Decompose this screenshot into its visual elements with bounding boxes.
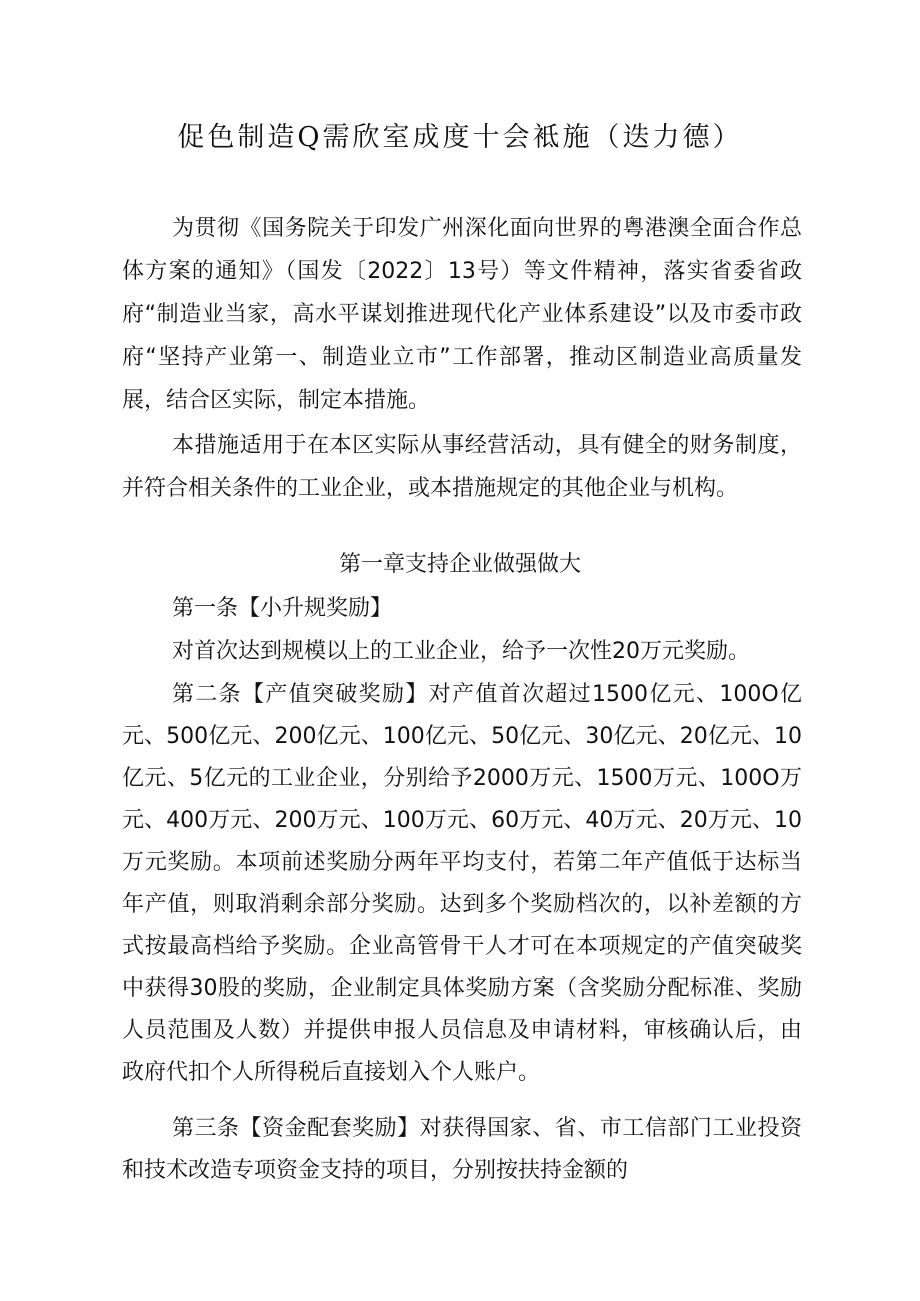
chapter-heading: 第一章支持企业做强做大 (338, 552, 581, 577)
scope-paragraph: 本措施适用于在本区实际从事经营活动，具有健全的财务制度，并符合相关条件的工业企业，或本措施规定的其他企业与机构。 (122, 433, 802, 501)
article2-paragraph: 第二条【产值突破奖励】对产值首次超过1500亿元、100O亿元、500亿元、200亿元、100亿元、50亿元、30亿元、20亿元、10亿元、5亿元的工业企业，分别给予2000万元、1500万元、100O万元、400万元、200万元、100万元、60万元、40万元、20万元、10万元奖励。本项前述奖励分两年平均支付，若第二年产值低于达标当年产值，则取消剩余部分奖励。达到多个奖励档次的，以补差额的方式按最高档给予奖励。企业高管骨干人才可在本项规定的产值突破奖中获得30股的奖励，企业制定具体奖励方案（含奖励分配标准、奖励人员范围及人数）并提供申报人员信息及申请材料，审核确认后，由政府代扣个人所得税后直接划入个人账户。 (122, 682, 802, 1085)
article1-body: 对首次达到规模以上的工业企业，给予一次性20万元奖励。 (172, 639, 750, 664)
intro-paragraph: 为贯彻《国务院关于印发广州深化面向世界的粤港澳全面合作总体方案的通知》（国发〔2022〕13号）等文件精神，落实省委省政府“制造业当家，高水平谋划推进现代化产业体系建设”以及市委市政府“坚持产业第一、制造业立市”工作部署，推动区制造业高质量发展，结合区实际，制定本措施。 (122, 216, 802, 413)
article3-paragraph: 第三条【资金配套奖励】对获得国家、省、市工信部门工业投资和技术改造专项资金支持的项目，分别按扶持金额的 (122, 1116, 802, 1183)
document-title: 促色制造Q需欣室成度十会袛施（迭力德） (177, 122, 743, 153)
article1-heading: 第一条【小升规奖励】 (172, 596, 393, 621)
